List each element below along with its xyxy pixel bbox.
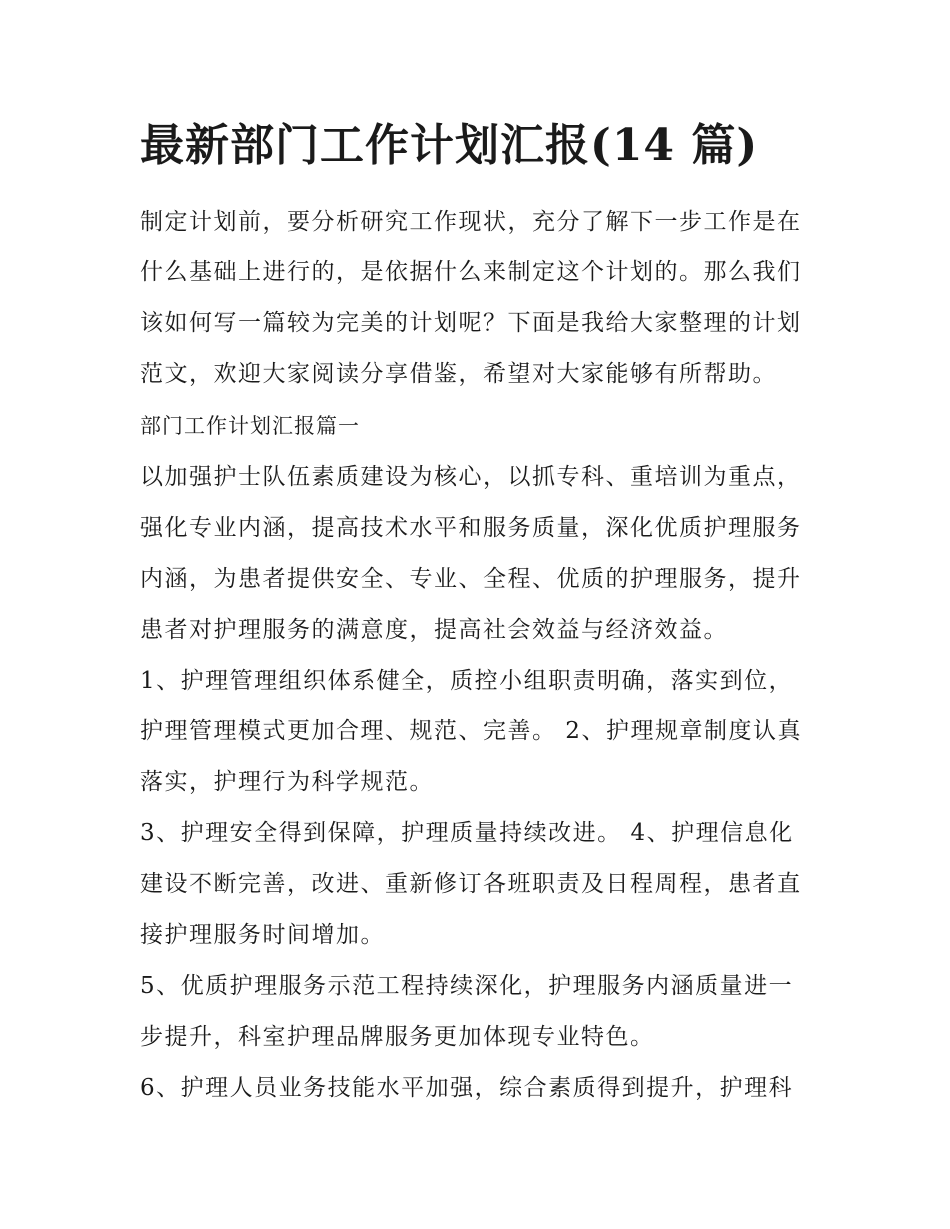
item-6-line-1: 6、护理人员业务技能水平加强，综合素质得到提升，护理科 bbox=[140, 1075, 794, 1101]
intro-line-3: 该如何写一篇较为完美的计划呢？下面是我给大家整理的计划 bbox=[140, 310, 802, 336]
body-line-3: 内涵，为患者提供安全、专业、全程、优质的护理服务，提升 bbox=[140, 566, 802, 592]
intro-line-4: 范文，欢迎大家阅读分享借鉴，希望对大家能够有所帮助。 bbox=[140, 361, 777, 387]
body-line-2: 强化专业内涵，提高技术水平和服务质量，深化优质护理服务 bbox=[140, 515, 802, 541]
item-4-line-3: 接护理服务时间增加。 bbox=[140, 922, 385, 948]
item-2-line-2: 落实，护理行为科学规范。 bbox=[140, 769, 434, 795]
item-4-line-2: 建设不断完善，改进、重新修订各班职责及日程周程，患者直 bbox=[140, 871, 802, 897]
body-line-1: 以加强护士队伍素质建设为核心，以抓专科、重培训为重点， bbox=[140, 464, 802, 490]
item-1-line-2: 护理管理模式更加合理、规范、完善。 2、护理规章制度认真 bbox=[140, 718, 802, 744]
document-title: 最新部门工作计划汇报(14 篇) bbox=[140, 120, 759, 171]
item-3-line-1: 3、护理安全得到保障，护理质量持续改进。 4、护理信息化 bbox=[140, 820, 794, 846]
section-heading: 部门工作计划汇报篇一 bbox=[140, 414, 360, 438]
intro-line-2: 什么基础上进行的，是依据什么来制定这个计划的。那么我们 bbox=[140, 259, 802, 285]
item-1-line-1: 1、护理管理组织体系健全，质控小组职责明确，落实到位， bbox=[140, 668, 794, 694]
intro-line-1: 制定计划前，要分析研究工作现状，充分了解下一步工作是在 bbox=[140, 209, 802, 235]
item-5-line-2: 步提升，科室护理品牌服务更加体现专业特色。 bbox=[140, 1024, 655, 1050]
item-5-line-1: 5、优质护理服务示范工程持续深化，护理服务内涵质量进一 bbox=[140, 973, 794, 999]
body-line-4: 患者对护理服务的满意度，提高社会效益与经济效益。 bbox=[140, 617, 728, 643]
